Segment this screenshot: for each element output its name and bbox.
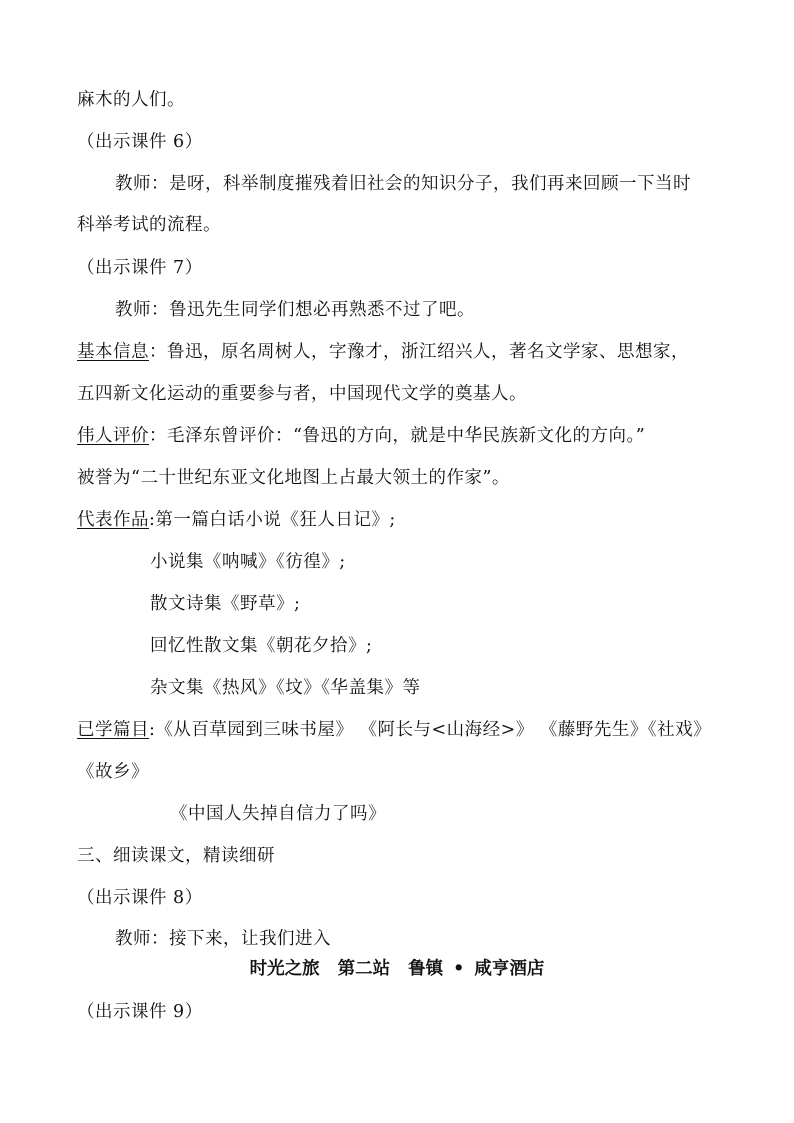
works-text: :第一篇白话小说《狂人日记》; <box>149 510 396 530</box>
courseware-note: （出示课件 9） <box>77 1002 203 1022</box>
basic-info-text: ：鲁迅，原名周树人，字豫才，浙江绍兴人，著名文学家、思想家， <box>149 342 689 362</box>
paragraph-line: 科举考试的流程。 <box>77 215 221 235</box>
evaluation-line <box>77 424 645 448</box>
station-heading-part1: 时光之旅 <box>249 959 320 979</box>
works-label: 代表作品 <box>77 510 149 530</box>
evaluation-text: ：毛泽东曾评价：“鲁迅的方向，就是中华民族新文化的方向。” <box>149 426 646 446</box>
section-heading: 三、细读课文，精读细研 <box>77 846 275 866</box>
paragraph-line: 教师：鲁迅先生同学们想必再熟悉不过了吧。 <box>115 300 475 320</box>
courseware-note: （出示课件 6） <box>77 132 203 152</box>
paragraph-line: 五四新文化运动的重要参与者，中国现代文学的奠基人。 <box>77 384 527 404</box>
evaluation-label: 伟人评价 <box>77 426 149 446</box>
studied-item: 《中国人失掉自信力了吗》 <box>170 804 386 824</box>
paragraph-line: 被誉为“二十世纪东亚文化地图上占最大领土的作家”。 <box>77 468 510 488</box>
studied-text: :《从百草园到三味书屋》 《阿长与<山海经>》 《藤野先生》《社戏》 <box>149 720 712 740</box>
paragraph-line: 教师：是呀，科举制度摧残着旧社会的知识分子，我们再来回顾一下当时 <box>115 174 691 194</box>
studied-label: 已学篇目 <box>77 720 149 740</box>
works-item: 回忆性散文集《朝花夕拾》; <box>150 636 373 656</box>
courseware-note: （出示课件 8） <box>77 888 203 908</box>
station-heading-part2: 第二站 <box>337 959 391 979</box>
paragraph-line: 教师：接下来，让我们进入 <box>115 929 331 949</box>
courseware-note: （出示课件 7） <box>77 258 203 278</box>
works-line <box>77 508 396 532</box>
basic-info-line <box>77 340 689 364</box>
works-item: 散文诗集《野草》; <box>150 594 301 614</box>
studied-line <box>77 718 711 742</box>
works-item: 小说集《呐喊》《彷徨》; <box>150 552 346 572</box>
station-heading-part3: 鲁镇 <box>408 959 444 979</box>
station-heading <box>0 957 794 981</box>
paragraph-line: 麻木的人们。 <box>77 90 185 110</box>
basic-info-label: 基本信息 <box>77 342 149 362</box>
works-item: 杂文集《热风》《坟》《华盖集》等 <box>150 678 421 698</box>
studied-item: 《故乡》 <box>77 762 149 782</box>
station-heading-dot: • <box>453 959 465 979</box>
station-heading-part4: 咸亨酒店 <box>474 959 545 979</box>
